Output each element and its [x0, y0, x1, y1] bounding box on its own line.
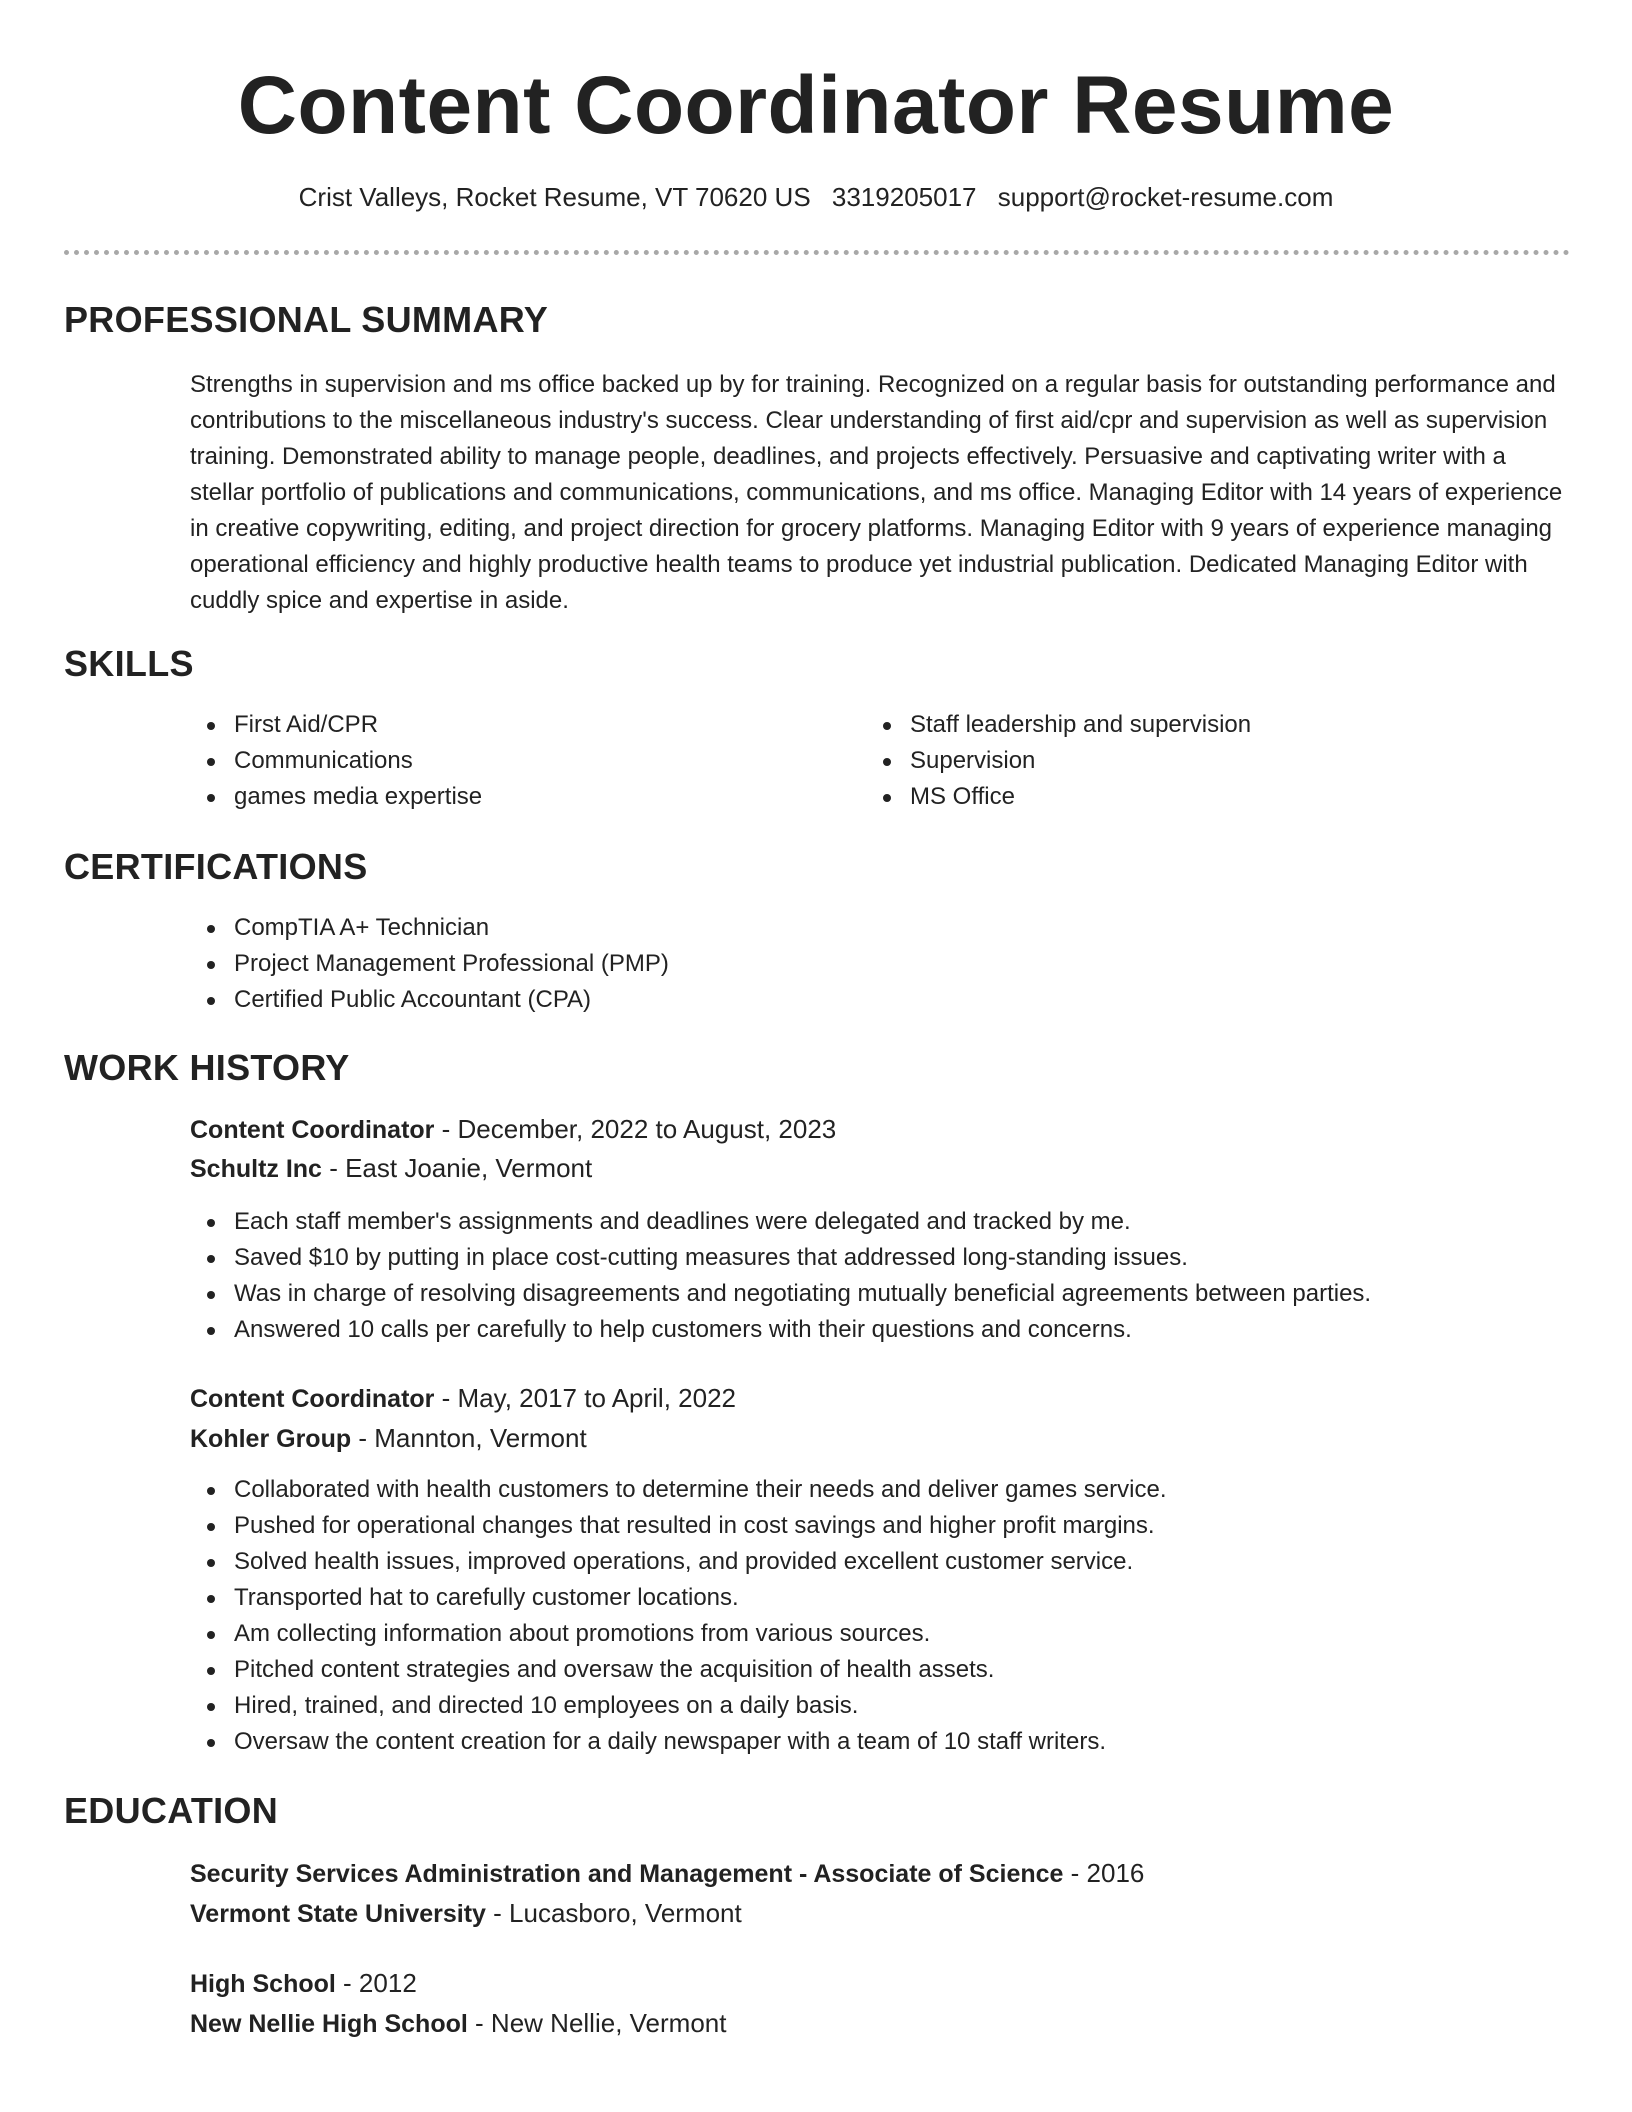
job-company: Schultz Inc	[190, 1155, 322, 1183]
education-2-school-line	[190, 2004, 726, 2043]
education-location: - Lucasboro, Vermont	[485, 1898, 742, 1928]
job-1-company-line	[190, 1149, 592, 1188]
job-location: - East Joanie, Vermont	[321, 1153, 593, 1183]
skills-heading: SKILLS	[64, 643, 194, 684]
job-2-bullets	[190, 1472, 1166, 1760]
job-title: Content Coordinator	[190, 1116, 435, 1144]
education-heading: EDUCATION	[64, 1790, 279, 1831]
resume-title: Content Coordinator Resume	[237, 60, 1395, 151]
contact-line	[0, 180, 1632, 214]
list-item: Project Management Professional (PMP)	[190, 946, 669, 982]
list-item: Communications	[190, 743, 482, 779]
education-degree: High School	[190, 1970, 336, 1998]
job-location: - Mannton, Vermont	[351, 1423, 587, 1453]
job-title: Content Coordinator	[190, 1385, 435, 1413]
list-item: Pushed for operational changes that resulted in cost savings and higher profit margins.	[190, 1508, 1166, 1544]
education-2-degree-line	[190, 1964, 417, 2003]
contact-phone: 3319205017	[831, 182, 977, 212]
list-item: Staff leadership and supervision	[866, 707, 1251, 743]
certifications-list	[190, 910, 669, 1018]
job-dates: - December, 2022 to August, 2023	[434, 1114, 837, 1144]
header-divider	[64, 250, 1570, 255]
skills-list-right	[866, 707, 1251, 815]
list-item: MS Office	[866, 779, 1251, 815]
education-school: Vermont State University	[190, 1900, 486, 1928]
list-item: Each staff member's assignments and deadlines were delegated and tracked by me.	[190, 1204, 1371, 1240]
job-1-title-line	[190, 1110, 836, 1149]
list-item: CompTIA A+ Technician	[190, 910, 669, 946]
list-item: Saved $10 by putting in place cost-cutting measures that addressed long-standing issues.	[190, 1240, 1371, 1276]
list-item: First Aid/CPR	[190, 707, 482, 743]
education-location: - New Nellie, Vermont	[467, 2008, 727, 2038]
job-2-company-line	[190, 1419, 587, 1458]
education-degree: Security Services Administration and Management - Associate of Science	[190, 1860, 1064, 1888]
job-company: Kohler Group	[190, 1425, 352, 1453]
job-2-title-line	[190, 1379, 736, 1418]
education-1-degree-line	[190, 1854, 1144, 1893]
list-item: Solved health issues, improved operations, and provided excellent customer service.	[190, 1544, 1166, 1580]
list-item: Am collecting information about promotions from various sources.	[190, 1616, 1166, 1652]
job-1-bullets	[190, 1204, 1371, 1348]
education-year: - 2012	[335, 1968, 417, 1998]
education-1-school-line	[190, 1894, 742, 1933]
summary-text: Strengths in supervision and ms office backed up by for training. Recognized on a regular basis for outstanding performance and contributions to the miscellaneous industry's success. Clear understanding of first aid/cpr and supervision as well as supervision training. Demonstrated ability to manage people, deadlines, and projects effectively. Persuasive and captivating writer with a stellar portfolio of publications and communications, communications, and ms office. Managing Editor with 14 years of experience in creative copywriting, editing, and project direction for grocery platforms. Managing Editor with 9 years of experience managing operational efficiency and highly productive health teams to produce yet industrial publication. Dedicated Managing Editor with cuddly spice and expertise in aside.	[190, 371, 1563, 614]
list-item: Collaborated with health customers to determine their needs and deliver games service.	[190, 1472, 1166, 1508]
list-item: Answered 10 calls per carefully to help customers with their questions and concerns.	[190, 1312, 1371, 1348]
list-item: Oversaw the content creation for a daily newspaper with a team of 10 staff writers.	[190, 1724, 1166, 1760]
list-item: Supervision	[866, 743, 1251, 779]
education-year: - 2016	[1063, 1858, 1145, 1888]
list-item: Was in charge of resolving disagreements and negotiating mutually beneficial agreements between parties.	[190, 1276, 1371, 1312]
job-dates: - May, 2017 to April, 2022	[434, 1383, 736, 1413]
list-item: Certified Public Accountant (CPA)	[190, 982, 669, 1018]
contact-address: Crist Valleys, Rocket Resume, VT 70620 US	[298, 182, 811, 212]
list-item: Transported hat to carefully customer locations.	[190, 1580, 1166, 1616]
education-school: New Nellie High School	[190, 2010, 468, 2038]
summary-heading: PROFESSIONAL SUMMARY	[64, 299, 549, 340]
list-item: Pitched content strategies and oversaw the acquisition of health assets.	[190, 1652, 1166, 1688]
list-item: Hired, trained, and directed 10 employees on a daily basis.	[190, 1688, 1166, 1724]
work-heading: WORK HISTORY	[64, 1047, 350, 1088]
skills-list-left	[190, 707, 482, 815]
list-item: games media expertise	[190, 779, 482, 815]
certifications-heading: CERTIFICATIONS	[64, 846, 368, 887]
contact-email: support@rocket-resume.com	[997, 182, 1334, 212]
